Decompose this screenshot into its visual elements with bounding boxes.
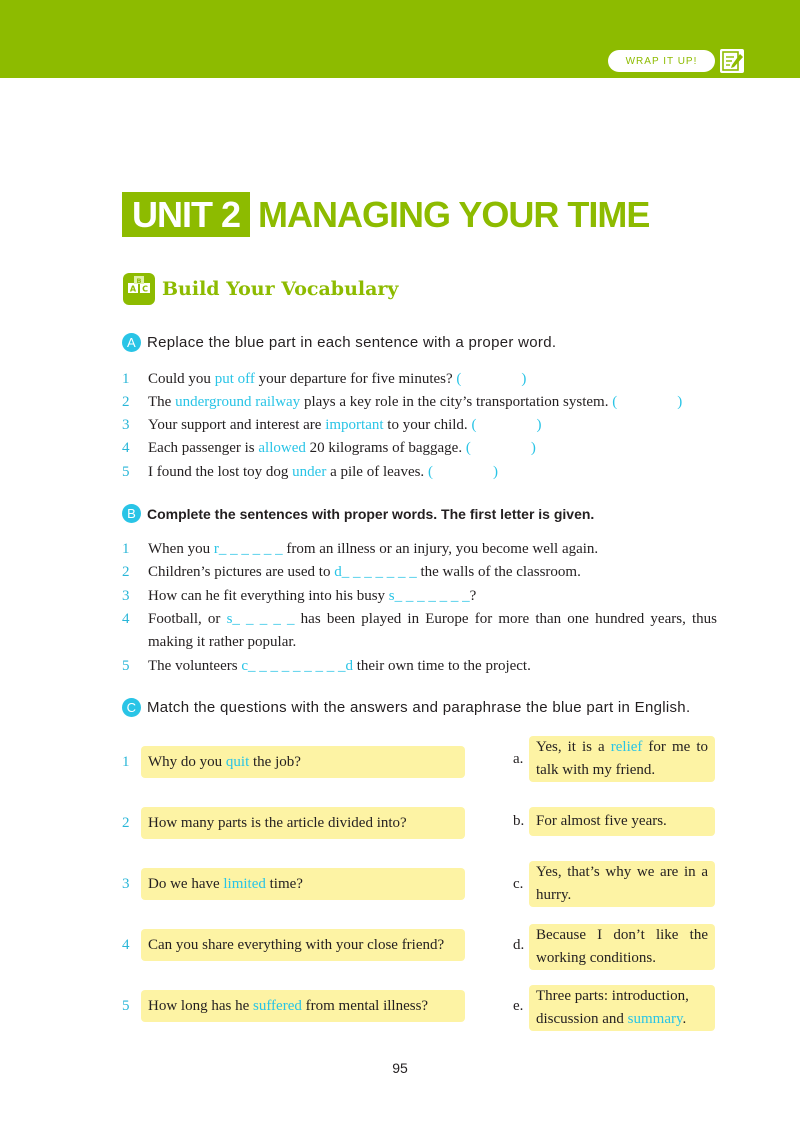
svg-text:C: C [142,284,148,294]
part-b-item: 2 Children’s pictures are used to d_ _ _ _ _ _ _ the walls of the classroom. [122,564,581,580]
svg-text:B: B [136,277,142,285]
part-c-heading [122,698,690,717]
question-box: How many parts is the article divided into? [141,807,465,839]
answer-letter: d. [513,937,525,953]
question-box: Why do you quit the job? [141,746,465,778]
question-number: 5 [122,998,130,1014]
part-b-badge: B [122,504,141,523]
part-b-item: 3 How can he fit everything into his busy s_ _ _ _ _ _ _? [122,588,477,604]
part-a-item: 4 Each passenger is allowed 20 kilograms of baggage. ( ) [122,440,536,456]
unit-label: UNIT 2 [122,192,250,237]
answer-box: Yes, that’s why we are in a hurry. [529,861,715,907]
answer-box: Because I don’t like the working conditions. [529,924,715,970]
section-heading [122,272,398,306]
part-b-item: 4 Football, or s_ _ _ _ _ has been played in Europe for more than one hundred years, thus making it rather popular. [122,611,717,650]
notepad-pencil-icon [718,47,746,75]
part-a-item: 2 The underground railway plays a key role in the city’s transportation system. ( ) [122,394,683,410]
abc-blocks-icon [122,272,156,306]
part-c-badge: C [122,698,141,717]
question-number: 4 [122,937,130,953]
question-box: How long has he suffered from mental illness? [141,990,465,1022]
answer-letter: b. [513,813,525,829]
question-number: 1 [122,754,130,770]
question-number: 2 [122,815,130,831]
answer-letter: a. [513,751,524,767]
answer-box: Yes, it is a relief for me to talk with my friend. [529,736,715,782]
section-title: Build Your Vocabulary [162,278,399,300]
part-b-item: 5 The volunteers c_ _ _ _ _ _ _ _ _d their own time to the project. [122,658,531,674]
part-a-badge: A [122,333,141,352]
part-a-item: 1 Could you put off your departure for five minutes? ( ) [122,371,527,387]
part-a-item: 3 Your support and interest are important to your child. ( ) [122,417,542,433]
question-box: Can you share everything with your close friend? [141,929,465,961]
part-a-heading [122,333,556,352]
unit-title: MANAGING YOUR TIME [258,193,650,235]
part-b-instruction: Complete the sentences with proper words. The first letter is given. [147,505,595,522]
part-c-instruction: Match the questions with the answers and paraphrase the blue part in English. [147,699,691,716]
part-b-heading [122,504,594,523]
part-a-instruction: Replace the blue part in each sentence with a proper word. [147,334,557,351]
answer-box: Three parts: introduction, discussion and summary. [529,985,715,1031]
answer-box: For almost five years. [529,807,715,836]
answer-letter: c. [513,876,524,892]
svg-text:A: A [129,284,137,294]
unit-heading [122,192,649,237]
page-number: 95 [392,1060,408,1076]
question-box: Do we have limited time? [141,868,465,900]
wrap-it-up-badge: WRAP IT UP! [608,50,715,72]
question-number: 3 [122,876,130,892]
part-b-item: 1 When you r_ _ _ _ _ _ from an illness or an injury, you become well again. [122,541,599,557]
answer-letter: e. [513,998,524,1014]
part-a-item: 5 I found the lost toy dog under a pile of leaves. ( ) [122,464,498,480]
